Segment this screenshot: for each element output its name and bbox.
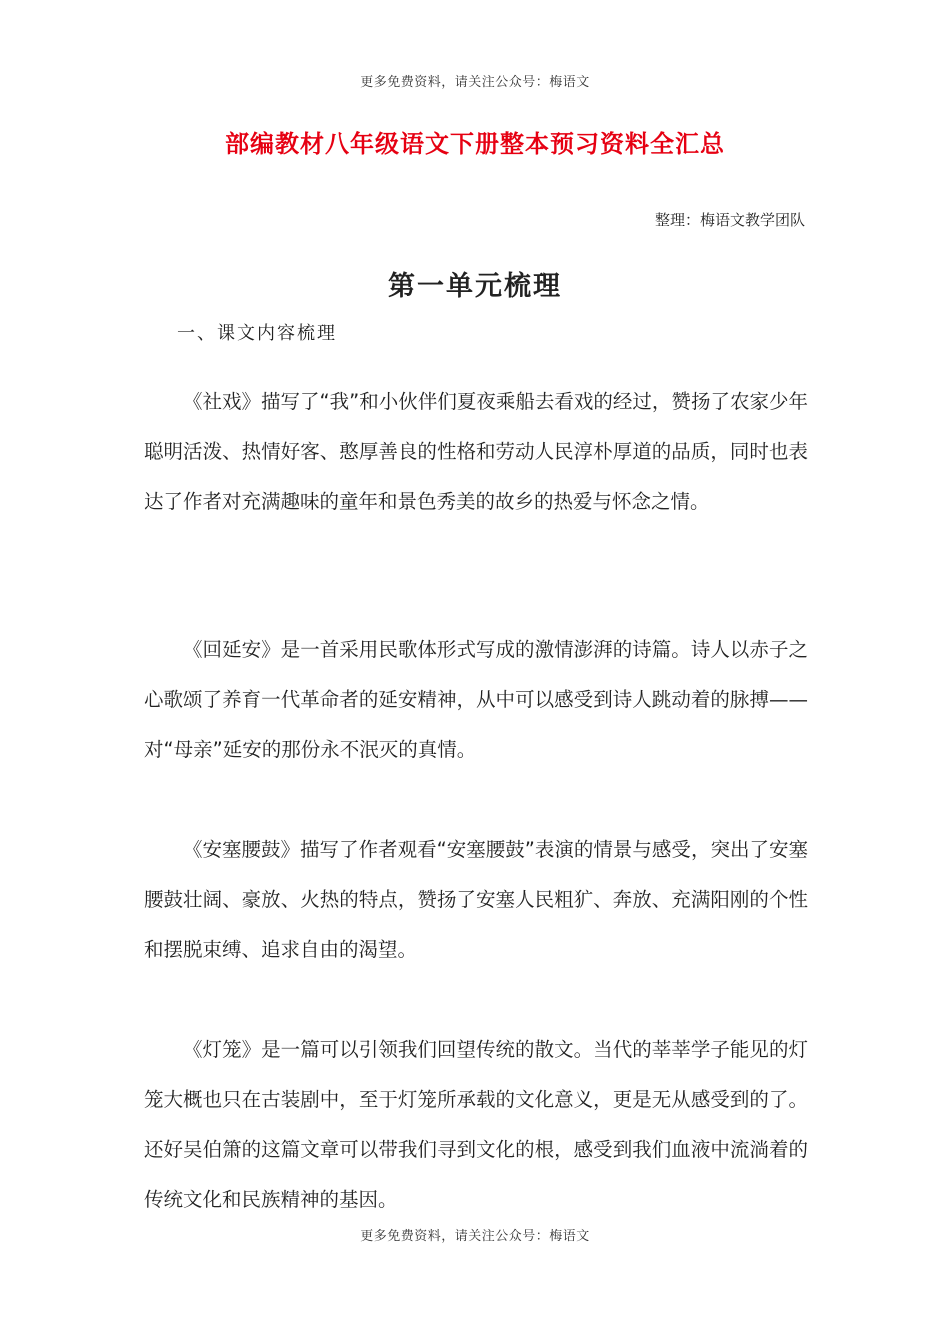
- paragraph-denglong: 《灯笼》是一篇可以引领我们回望传统的散文。当代的莘莘学子能见的灯笼大概也只在古装剧中，至于灯笼所承载的文化意义，更是无从感受到的了。还好吴伯箫的这篇文章可以带我们寻到文化的根，感受到我们血液中流淌着的传统文化和民族精神的基因。: [144, 1037, 808, 1211]
- footer-promo-note: 更多免费资料，请关注公众号：梅语文: [360, 1229, 590, 1244]
- unit-title: 第一单元梳理: [388, 271, 562, 302]
- header-promo-note: 更多免费资料，请关注公众号：梅语文: [360, 75, 590, 90]
- paragraph-hui-yanan: 《回延安》是一首采用民歌体形式写成的激情澎湃的诗篇。诗人以赤子之心歌颂了养育一代革命者的延安精神，从中可以感受到诗人跳动着的脉搏——对“母亲”延安的那份永不泯灭的真情。: [144, 637, 808, 761]
- paragraph-ansai-yaogu: 《安塞腰鼓》描写了作者观看“安塞腰鼓”表演的情景与感受，突出了安塞腰鼓壮阔、豪放、火热的特点，赞扬了安塞人民粗犷、奔放、充满阳刚的个性和摆脱束缚、追求自由的渴望。: [144, 837, 808, 961]
- section-heading: 一、课文内容梳理: [177, 323, 337, 344]
- author-credit: 整理：梅语文教学团队: [654, 211, 805, 229]
- paragraph-she-xi: 《社戏》描写了“我”和小伙伴们夏夜乘船去看戏的经过，赞扬了农家少年聪明活泼、热情好客、憨厚善良的性格和劳动人民淳朴厚道的品质，同时也表达了作者对充满趣味的童年和景色秀美的故乡的热爱与怀念之情。: [144, 389, 808, 513]
- document-title: 部编教材八年级语文下册整本预习资料全汇总: [225, 130, 725, 158]
